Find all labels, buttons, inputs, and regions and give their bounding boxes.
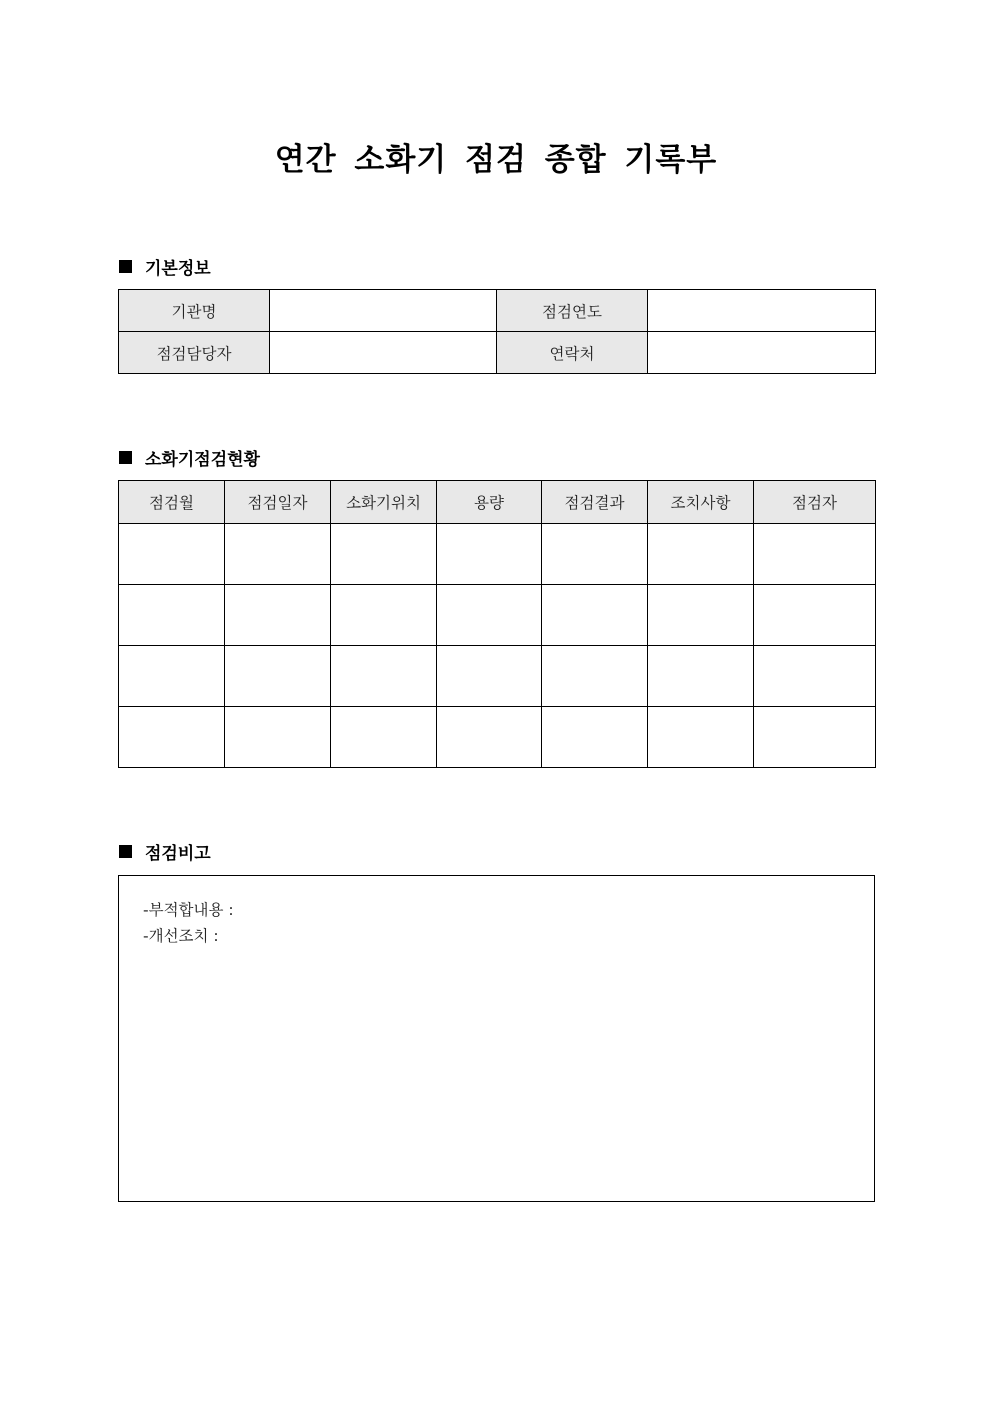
column-header-month: 점검월 bbox=[119, 481, 225, 524]
table-cell[interactable] bbox=[542, 646, 648, 707]
nonconformity-line: -부적합내용 : bbox=[143, 901, 234, 919]
label-organization: 기관명 bbox=[119, 290, 270, 332]
table-cell[interactable] bbox=[437, 646, 542, 707]
table-cell[interactable] bbox=[437, 524, 542, 585]
column-header-action: 조치사항 bbox=[648, 481, 754, 524]
table-cell[interactable] bbox=[119, 524, 225, 585]
table-cell[interactable] bbox=[331, 646, 437, 707]
extinguisher-status-table bbox=[118, 480, 876, 768]
square-bullet-icon bbox=[119, 260, 132, 273]
section-heading-notes bbox=[119, 839, 211, 864]
organization-field[interactable] bbox=[270, 290, 497, 332]
square-bullet-icon bbox=[119, 845, 132, 858]
table-row bbox=[119, 585, 876, 646]
table-cell[interactable] bbox=[648, 524, 754, 585]
table-cell[interactable] bbox=[225, 524, 331, 585]
table-cell[interactable] bbox=[225, 707, 331, 768]
table-cell[interactable] bbox=[119, 585, 225, 646]
column-header-result: 점검결과 bbox=[542, 481, 648, 524]
square-bullet-icon bbox=[119, 451, 132, 464]
table-cell[interactable] bbox=[648, 646, 754, 707]
table-header-row bbox=[119, 481, 876, 524]
corrective-action-line: -개선조치 : bbox=[143, 927, 219, 945]
table-cell[interactable] bbox=[754, 707, 876, 768]
table-row bbox=[119, 290, 876, 332]
section-heading-label: 소화기점검현황 bbox=[145, 450, 260, 470]
table-cell[interactable] bbox=[225, 646, 331, 707]
document-title: 연간 소화기 점검 종합 기록부 bbox=[274, 142, 718, 178]
table-cell[interactable] bbox=[119, 646, 225, 707]
inspection-year-field[interactable] bbox=[648, 290, 876, 332]
table-row bbox=[119, 332, 876, 374]
inspector-in-charge-field[interactable] bbox=[270, 332, 497, 374]
table-row bbox=[119, 707, 876, 768]
column-header-inspector: 점검자 bbox=[754, 481, 876, 524]
table-cell[interactable] bbox=[331, 707, 437, 768]
section-heading-label: 기본정보 bbox=[145, 259, 211, 279]
table-cell[interactable] bbox=[754, 524, 876, 585]
column-header-location: 소화기위치 bbox=[331, 481, 437, 524]
section-heading-basic-info bbox=[119, 254, 211, 279]
column-header-capacity: 용량 bbox=[437, 481, 542, 524]
label-inspector-in-charge: 점검담당자 bbox=[119, 332, 270, 374]
section-heading-label: 점검비고 bbox=[145, 844, 211, 864]
table-cell[interactable] bbox=[754, 646, 876, 707]
section-heading-status bbox=[119, 445, 260, 470]
table-row bbox=[119, 524, 876, 585]
table-cell[interactable] bbox=[648, 707, 754, 768]
contact-field[interactable] bbox=[648, 332, 876, 374]
table-cell[interactable] bbox=[648, 585, 754, 646]
table-cell[interactable] bbox=[225, 585, 331, 646]
table-cell[interactable] bbox=[437, 707, 542, 768]
table-cell[interactable] bbox=[437, 585, 542, 646]
table-cell[interactable] bbox=[331, 524, 437, 585]
table-cell[interactable] bbox=[542, 707, 648, 768]
table-cell[interactable] bbox=[542, 524, 648, 585]
notes-box[interactable] bbox=[118, 875, 875, 1202]
table-cell[interactable] bbox=[754, 585, 876, 646]
label-inspection-year: 점검연도 bbox=[497, 290, 648, 332]
table-cell[interactable] bbox=[119, 707, 225, 768]
label-contact: 연락처 bbox=[497, 332, 648, 374]
table-cell[interactable] bbox=[542, 585, 648, 646]
table-cell[interactable] bbox=[331, 585, 437, 646]
basic-info-table bbox=[118, 289, 876, 374]
column-header-date: 점검일자 bbox=[225, 481, 331, 524]
table-row bbox=[119, 646, 876, 707]
